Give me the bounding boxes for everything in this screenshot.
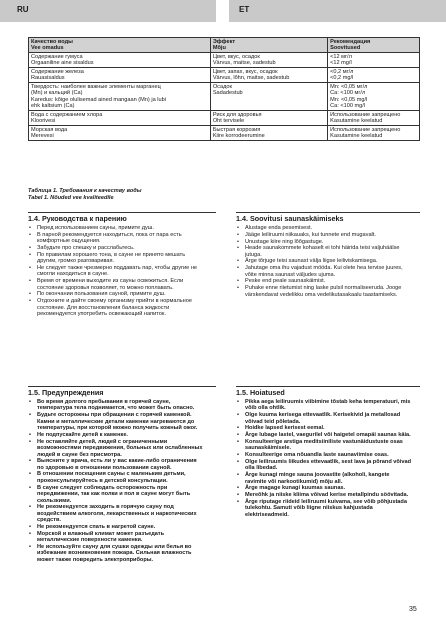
language-code-ru: RU [17, 5, 29, 14]
list-item: • Pikka aega leiliruumis viibimine tõstab keha temperatuuri, mis võib olla ohtlik. [236, 399, 412, 412]
table-cell: Использование запрещено Kasutamine keelatud [328, 126, 420, 141]
section-title: 1.5. Hoiatused [236, 388, 285, 397]
table-cell: Морская вода Merevesi [29, 126, 211, 141]
table-caption [28, 188, 142, 201]
list-item: • Jääge leiliruumi niikauaks, kui tunnete end mugavalt. [236, 232, 412, 238]
list-item: • Ärge lubage lastel, vaegurilel või haigetel omapäi saunas käia. [236, 432, 412, 438]
recommendations-section-ru [28, 215, 204, 318]
list-item: • Отдохните и дайте своему организму прийти в нормальное состояние. Для восстановления баланса жидкости рекомендуется употребить освежающий напиток. [28, 298, 204, 317]
table-cell: Осадок Sadadestub [210, 83, 327, 111]
table-cell: Содержание гумуса Orgaaniline aine sisaldus [29, 53, 211, 68]
list-item: • Не оставляйте детей, людей с ограниченными возможностями передвижения, больных или ослабленных людей в сауне без присмотра. [28, 439, 204, 458]
page-number: 35 [409, 606, 417, 613]
list-item: • Не рекомендуется заходить в горячую сауну под воздействием алкоголя, лекарственных и наркотических средств. [28, 504, 204, 523]
list-item: • Перед использованием сауны, примите душ. [28, 225, 204, 231]
table-cell: Содержание железа Rauasisaldus [29, 68, 211, 83]
list-item: • Puhake enne riietumist ning laske pulsil normaliseeruda. Jooge värskendavat vedelikku oma vedelikutasakaalu taastamiseks. [236, 285, 412, 298]
table-row [29, 53, 420, 68]
section-title: 1.4. Soovitusi saunaskäimiseks [236, 214, 344, 223]
list-item: • Mereõhk ja niiske kliima võivad kerise metallpindu söövitada. [236, 492, 412, 498]
table-cell: <0,2 мг/л <0,2 mg/l [328, 68, 420, 83]
table-caption-ru: Таблица 1. Требования к качеству воды [28, 188, 142, 194]
list-item: • Peske end peale saunaskäimist. [236, 278, 412, 284]
table-cell: Вода с содержанием хлора Kloorivesi [29, 111, 211, 126]
list-item: • Выясните у врача, есть ли у вас какие-либо ограничения по здоровью в отношении пользования сауной. [28, 458, 204, 471]
table-cell: Цвет, запах, вкус, осадок Värvus, lõhn, maitse, sadestub [210, 68, 327, 83]
table-row [29, 83, 420, 111]
section-divider [236, 212, 420, 213]
list-item: • Не рекомендуется спать в нагретой сауне. [28, 524, 204, 530]
list-item: • Не следует также чрезмерно поддавать пар, чтобы другие не смогли находиться в сауне. [28, 265, 204, 278]
list-item: • По правилам хорошего тона, в сауне не принято мешать другим, громко разговаривая. [28, 252, 204, 265]
list-item: • Konsulteerige arstiga meditsiiniliste vastunäidustuste osas saunaskäimisele. [236, 439, 412, 452]
list-item: • Ärge kunagi minge sauna joovastite (alkoholi, kangete ravimite või narkootikumid) mõju all. [236, 472, 412, 485]
list-item: • Время от времени выходите из сауны освежиться. Если состояние здоровья позволяет, то можно поплавать. [28, 278, 204, 291]
list-item: • Konsulteerige oma nõuandla laste saunaviimise osas. [236, 452, 412, 458]
list-item: • Jahutage oma ihu vajadust mööda. Kui olete hea tervise juures, võite minna saunast väljudes ujuma. [236, 265, 412, 278]
list-item: • Ärge tõrjuge teisi saunast välja liigse leiliviskamisega. [236, 258, 412, 264]
language-tab-ru [0, 0, 216, 22]
warnings-list-et [236, 399, 412, 518]
list-item: • Heade saunakommete kohaselt ei tohi häirida teisi valjuhäälse jutuga. [236, 245, 412, 258]
section-divider [28, 386, 216, 387]
table-header-cell: Рекомендация Soovitused [328, 38, 420, 53]
list-item: • По окончании пользования сауной, примите душ. [28, 291, 204, 297]
language-tab-et [229, 0, 446, 22]
warnings-section-ru [28, 389, 204, 564]
list-item: • Unustage kiire ning lõõgastuge. [236, 239, 412, 245]
table-header-cell: Качество воды Vee omadus [29, 38, 211, 53]
list-item: • Olge leiliruumis liikudes ettevaatlik, sest lava ja põrand võivad olla libedad. [236, 459, 412, 472]
recommendations-list-ru [28, 225, 204, 317]
list-item: • Olge kuuma kerisega ettevaatlik. Kerisekivid ja metallosad võivad teid põletada. [236, 412, 412, 425]
language-code-et: ET [239, 5, 250, 14]
table-row [29, 111, 420, 126]
list-item: • В сауне следует соблюдать осторожность при передвижении, так как полки и пол в сауне могут быть скользкими. [28, 485, 204, 504]
table-cell: Твердость: наиболее важные элементы марганец (Mn) и кальций (Ca) Karedus: kõige olulisemad ained mangaan (Mn) ja lubi ehk kaltsium (Ca) [29, 83, 211, 111]
section-divider [236, 386, 420, 387]
list-item: • Будьте осторожны при обращении с горячей каменкой. Камни и металлические детали каменки нагреваются до температуры, при которой можно получить кожный ожог. [28, 412, 204, 431]
table-cell: Mn: <0,05 мг/л Ca: <100 мг/л Mn: <0,05 mg/l Ca: <100 mg/l [328, 83, 420, 111]
list-item: • Морской и влажный климат может разъедать металлические поверхности каменки. [28, 531, 204, 544]
list-item: • Не используйте сауну для сушки одежды или белья во избежание возникновения пожара. Сильная влажность может также повредить электроприборы. [28, 544, 204, 563]
section-divider [28, 212, 216, 213]
table-caption-et: Tabel 1. Nõuded vee kvaliteedile [28, 194, 114, 201]
list-item: • Не подпускайте детей к каменке. [28, 432, 204, 438]
table-cell: Быстрая коррозия Kiire korrodeerumine [210, 126, 327, 141]
list-item: • В парной рекомендуется находиться, пока от пара есть комфортные ощущения. [28, 232, 204, 245]
table-cell: Цвет, вкус, осадок Värvus, maitse, sadestub [210, 53, 327, 68]
table-row [29, 68, 420, 83]
section-title: 1.4. Руководства к парению [28, 214, 127, 223]
list-item: • Alustage enda pesemisest. [236, 225, 412, 231]
list-item: • Ärge magage kunagi kuumas saunas. [236, 485, 412, 491]
warnings-section-et [236, 389, 412, 518]
table-cell: <12 мг/л <12 mg/l [328, 53, 420, 68]
warnings-list-ru [28, 399, 204, 563]
list-item: • Ärge riputage riideid leiliruumi kuivama, see võib põhjustada tulekohtu. Samuti võib liigne niiskus kahjustada elektriseadmeid. [236, 499, 412, 518]
table-cell: Риск для здоровья Oht tervisele [210, 111, 327, 126]
list-item: • Hoidke lapsed kerisest eemal. [236, 425, 412, 431]
recommendations-section-et [236, 215, 412, 298]
table-header-row [29, 38, 420, 53]
water-quality-table [28, 37, 420, 141]
list-item: • Во время долгого пребывания в горячей сауне, температура тела поднимается, что может быть опасно. [28, 399, 204, 412]
list-item: • В отношении посещения сауны с маленьким детьми, проконсультируйтесь в детской консультации. [28, 471, 204, 484]
table-header-cell: Эффект Mõju [210, 38, 327, 53]
list-item: • Забудьте про спешку и расслабьтесь. [28, 245, 204, 251]
table-cell: Использование запрещено Kasutamine keelatud [328, 111, 420, 126]
table-row [29, 126, 420, 141]
section-title: 1.5. Предупреждения [28, 388, 104, 397]
recommendations-list-et [236, 225, 412, 298]
